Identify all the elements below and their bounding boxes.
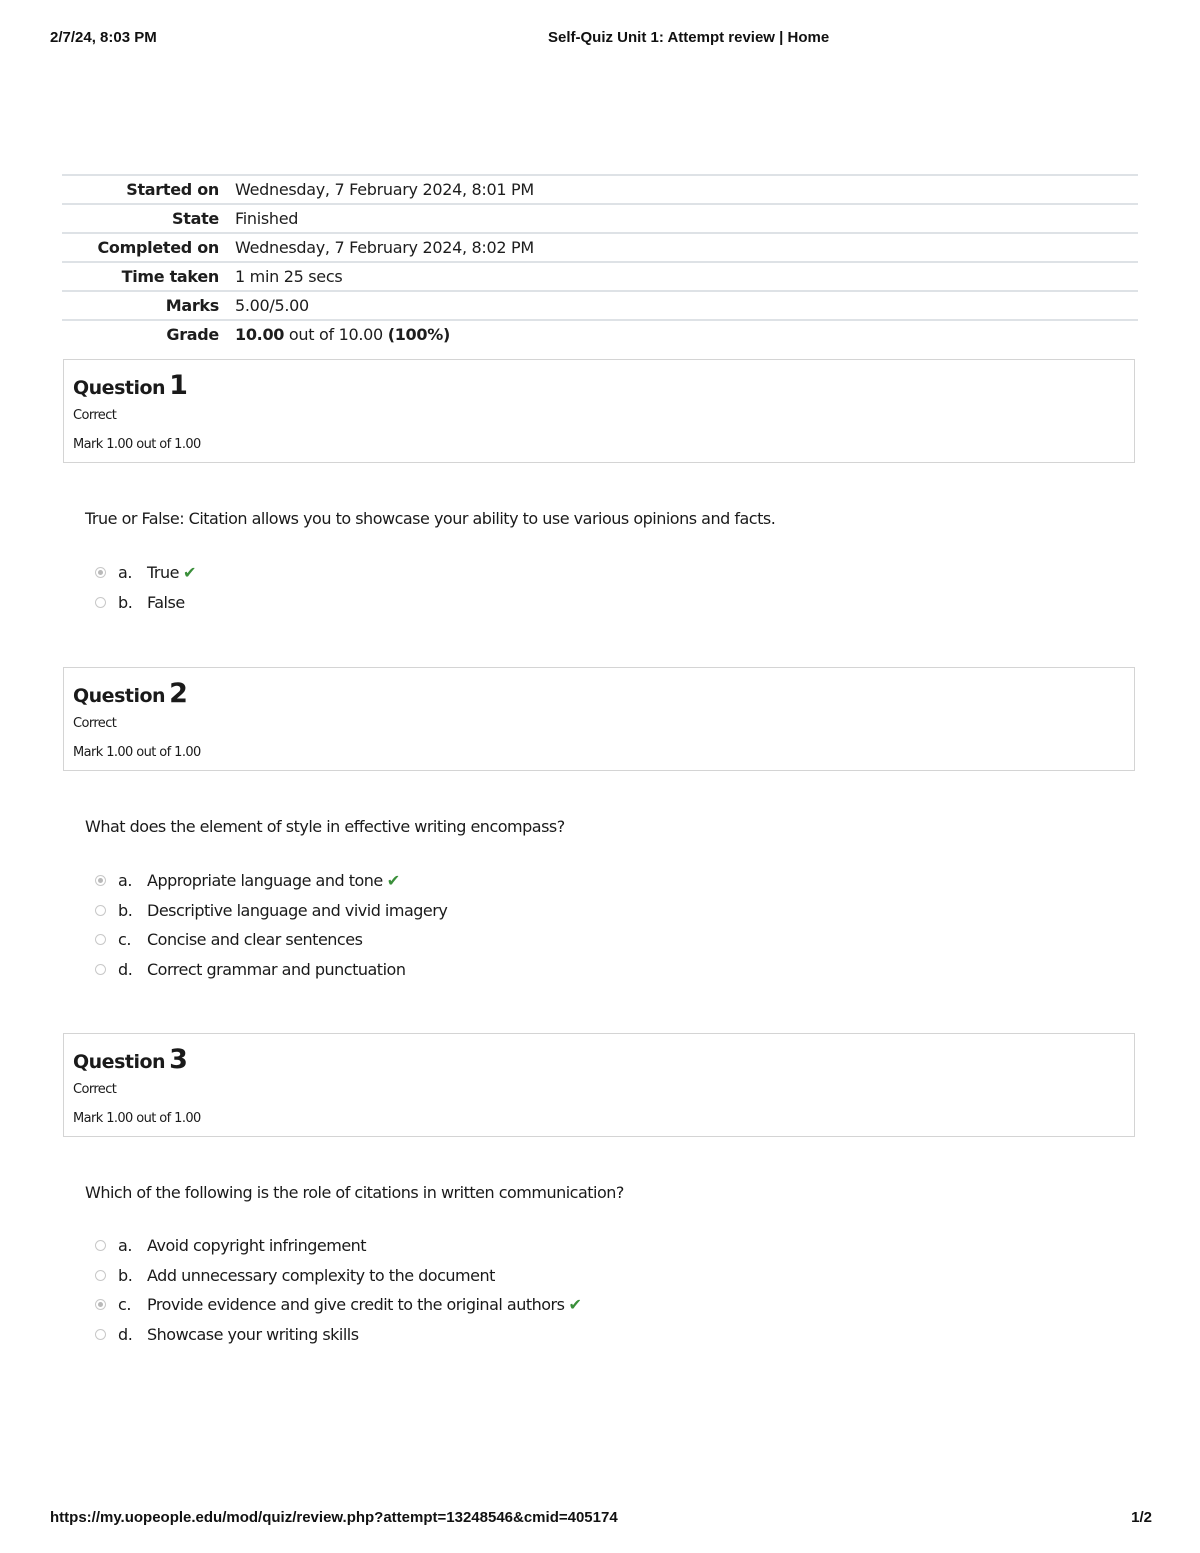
question-2-text: What does the element of style in effective writing encompass? xyxy=(85,817,565,836)
answer-label: Add unnecessary complexity to the document xyxy=(147,1265,495,1285)
grade-out-of: out of 10.00 xyxy=(284,325,388,344)
radio-icon[interactable] xyxy=(95,1240,106,1251)
summary-label: Marks xyxy=(165,296,219,315)
question-grade: Mark 1.00 out of 1.00 xyxy=(73,437,201,452)
answer-label xyxy=(147,1295,581,1314)
summary-label: Completed on xyxy=(97,238,219,257)
question-title-text: Question xyxy=(73,377,166,399)
answer-label xyxy=(147,871,400,890)
answer-letter: c. xyxy=(118,930,132,949)
correct-check-icon: ✔ xyxy=(182,563,196,582)
answer-letter: a. xyxy=(118,871,133,890)
radio-icon[interactable] xyxy=(95,1270,106,1281)
question-title-text: Question xyxy=(73,1051,166,1073)
summary-value: 1 min 25 secs xyxy=(235,267,343,286)
radio-icon[interactable] xyxy=(95,1329,106,1340)
question-1-text: True or False: Citation allows you to showcase your ability to use various opinions and facts. xyxy=(85,509,776,528)
summary-label: Started on xyxy=(126,180,219,199)
summary-row-time-taken xyxy=(62,262,1138,291)
question-number: 1 xyxy=(169,370,188,401)
answer-letter: a. xyxy=(118,1236,133,1255)
question-number: 2 xyxy=(169,678,188,709)
question-grade: Mark 1.00 out of 1.00 xyxy=(73,1111,201,1126)
answer-label: Avoid copyright infringement xyxy=(147,1236,367,1255)
question-2-info xyxy=(63,667,1135,771)
summary-value: Wednesday, 7 February 2024, 8:02 PM xyxy=(235,238,534,257)
summary-label: Time taken xyxy=(121,267,219,286)
answer-letter: d. xyxy=(118,1324,133,1344)
attempt-summary-table xyxy=(62,174,1138,348)
answer-letter: b. xyxy=(118,1265,133,1285)
question-number: 3 xyxy=(169,1044,188,1075)
summary-value: Finished xyxy=(235,209,299,228)
grade-percent: (100%) xyxy=(387,325,450,344)
answer-label: Concise and clear sentences xyxy=(147,930,363,949)
print-header xyxy=(50,29,1152,49)
summary-label: Grade xyxy=(166,325,219,344)
question-3-info xyxy=(63,1033,1135,1137)
summary-value: Wednesday, 7 February 2024, 8:01 PM xyxy=(235,180,534,199)
answer-label-text: True xyxy=(147,563,179,582)
page-title: Self-Quiz Unit 1: Attempt review | Home xyxy=(548,29,830,46)
summary-row-marks xyxy=(62,291,1138,320)
answer-letter: d. xyxy=(118,959,133,979)
summary-label: State xyxy=(172,209,219,228)
page-url: https://my.uopeople.edu/mod/quiz/review.php?attempt=13248546&cmid=405174 xyxy=(50,1509,618,1526)
question-state: Correct xyxy=(73,408,117,423)
answer-label-text: Appropriate language and tone xyxy=(147,871,383,890)
radio-icon[interactable] xyxy=(95,905,106,916)
print-date: 2/7/24, 8:03 PM xyxy=(50,29,157,46)
answer-letter: b. xyxy=(118,592,133,612)
page-number: 1/2 xyxy=(1131,1509,1152,1526)
answer-letter: b. xyxy=(118,900,133,920)
answer-label: False xyxy=(147,592,185,612)
question-grade: Mark 1.00 out of 1.00 xyxy=(73,745,201,760)
answer-label-text: Provide evidence and give credit to the original authors xyxy=(147,1295,565,1314)
answer-letter: c. xyxy=(118,1295,132,1314)
summary-value: 5.00/5.00 xyxy=(235,296,309,315)
print-footer xyxy=(50,1509,1152,1529)
question-title xyxy=(73,370,187,401)
correct-check-icon: ✔ xyxy=(568,1295,582,1314)
radio-checked-icon[interactable] xyxy=(95,875,106,886)
answer-label: Correct grammar and punctuation xyxy=(147,959,406,979)
radio-icon[interactable] xyxy=(95,964,106,975)
question-title xyxy=(73,678,187,709)
summary-row-state xyxy=(62,204,1138,233)
answer-label: Showcase your writing skills xyxy=(147,1324,359,1344)
radio-icon[interactable] xyxy=(95,597,106,608)
question-1-info xyxy=(63,359,1135,463)
summary-value xyxy=(235,320,1138,348)
summary-row-completed xyxy=(62,233,1138,262)
answer-label: Descriptive language and vivid imagery xyxy=(147,900,448,920)
radio-icon[interactable] xyxy=(95,934,106,945)
summary-row-grade xyxy=(62,320,1138,348)
answer-letter: a. xyxy=(118,563,133,582)
question-title-text: Question xyxy=(73,685,166,707)
correct-check-icon: ✔ xyxy=(386,871,400,890)
question-state: Correct xyxy=(73,716,117,731)
radio-checked-icon[interactable] xyxy=(95,567,106,578)
question-title xyxy=(73,1044,187,1075)
summary-row-started xyxy=(62,175,1138,204)
question-state: Correct xyxy=(73,1082,117,1097)
question-3-text: Which of the following is the role of citations in written communication? xyxy=(85,1183,624,1202)
answer-label xyxy=(147,563,196,582)
radio-checked-icon[interactable] xyxy=(95,1299,106,1310)
grade-value: 10.00 xyxy=(235,325,285,344)
